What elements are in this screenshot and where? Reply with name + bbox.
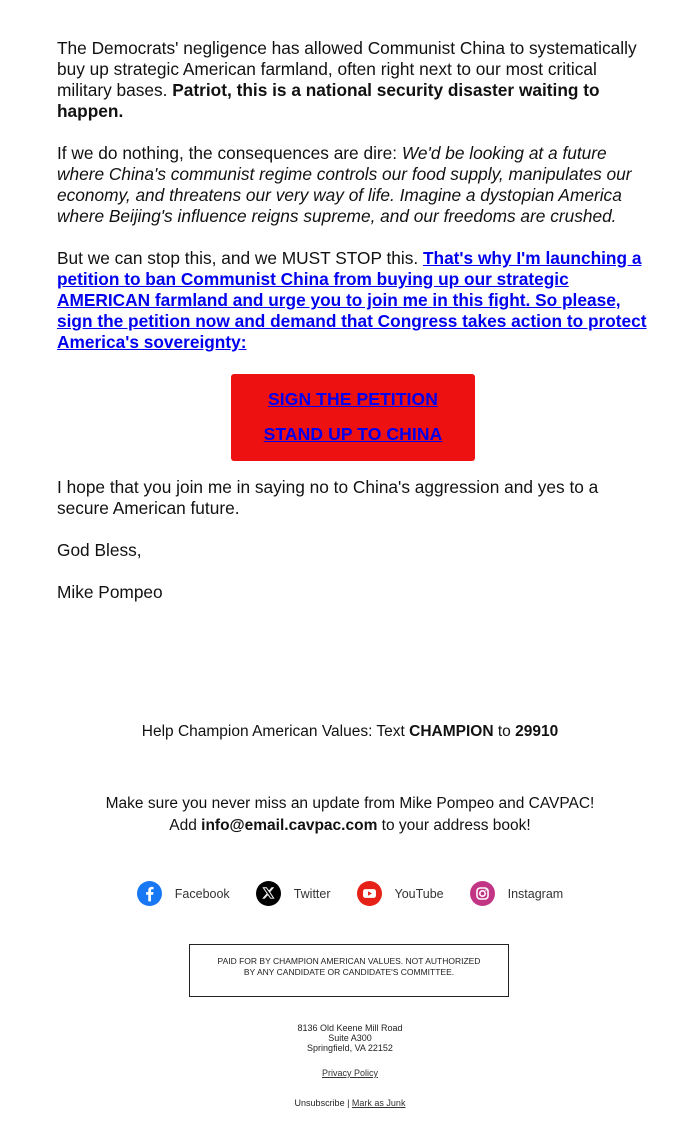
address-line-1: 8136 Old Keene Mill Road xyxy=(297,1023,403,1033)
twitter-label: Twitter xyxy=(293,886,331,901)
unsubscribe-text: Unsubscribe xyxy=(294,1098,345,1108)
mark-as-junk-link[interactable]: Mark as Junk xyxy=(351,1098,406,1108)
cta-line-1: SIGN THE PETITION xyxy=(268,389,438,409)
paragraph-3 xyxy=(57,248,647,353)
closing: God Bless, xyxy=(57,540,142,560)
cta-line-2: STAND UP TO CHINA xyxy=(263,424,443,444)
mailing-address xyxy=(0,1023,700,1053)
facebook-link[interactable] xyxy=(137,881,230,906)
paragraph-1 xyxy=(57,38,647,122)
youtube-link[interactable] xyxy=(357,881,444,906)
instagram-link[interactable] xyxy=(470,881,564,906)
text-number: 29910 xyxy=(515,723,559,740)
cta-container xyxy=(57,374,647,461)
petition-link[interactable]: That's why I'm launching a petition to ban Communist China from buying up our strategic AMERICAN farmland and urge you to join me in this fight. So please, sign the petition now and demand that Congress takes action to protect America's sovereignty: xyxy=(57,248,647,352)
paragraph-2 xyxy=(57,143,647,227)
paid-for-disclaimer: PAID FOR BY CHAMPION AMERICAN VALUES. NOT AUTHORIZED BY ANY CANDIDATE OR CANDIDATE'S COMMITTEE. xyxy=(189,944,509,997)
footer-separator: | xyxy=(344,1098,352,1108)
paragraph-3-text: But we can stop this, and we MUST STOP this. xyxy=(57,248,423,268)
paragraph-1-bold: Patriot, this is a national security disaster waiting to happen. xyxy=(57,80,600,121)
text-prefix: Help Champion American Values: Text xyxy=(141,723,410,740)
sign-petition-button[interactable] xyxy=(231,374,475,461)
update-line: Make sure you never miss an update from Mike Pompeo and CAVPAC! xyxy=(105,795,595,812)
address-book-line xyxy=(0,815,700,836)
text-to-join-line xyxy=(0,721,700,742)
paragraph-1-text: The Democrats' negligence has allowed Communist China to systematically buy up strategic American farmland, often right next to our most critical military bases. xyxy=(57,38,637,100)
paragraph-2-italic: We'd be looking at a future where China's communist regime controls our food supply, manipulates our economy, and threatens our very way of life. Imagine a dystopian America where Beijing's influence reigns supreme, and our freedoms are crushed. xyxy=(57,143,632,226)
instagram-icon xyxy=(470,881,495,906)
privacy-policy-link[interactable]: Privacy Policy xyxy=(321,1068,378,1078)
signature: Mike Pompeo xyxy=(57,582,163,602)
add-prefix: Add xyxy=(169,817,202,834)
paragraph-2-text: If we do nothing, the consequences are dire: xyxy=(57,143,402,163)
social-links xyxy=(0,881,700,906)
unsubscribe-row xyxy=(0,1098,700,1108)
facebook-label: Facebook xyxy=(174,886,230,901)
text-keyword: CHAMPION xyxy=(409,723,494,740)
facebook-icon xyxy=(137,881,162,906)
address-line-3: Springfield, VA 22152 xyxy=(307,1043,393,1053)
twitter-link[interactable] xyxy=(256,881,331,906)
youtube-label: YouTube xyxy=(394,886,444,901)
text-to: to xyxy=(493,723,516,740)
add-email: info@email.cavpac.com xyxy=(201,817,378,834)
youtube-icon xyxy=(357,881,382,906)
email-body xyxy=(57,38,647,624)
address-line-2: Suite A300 xyxy=(328,1033,372,1043)
x-icon xyxy=(256,881,281,906)
privacy-row xyxy=(0,1068,700,1078)
add-suffix: to your address book! xyxy=(377,817,531,834)
paragraph-4: I hope that you join me in saying no to China's aggression and yes to a secure American future. xyxy=(57,477,599,518)
instagram-label: Instagram xyxy=(507,886,564,901)
